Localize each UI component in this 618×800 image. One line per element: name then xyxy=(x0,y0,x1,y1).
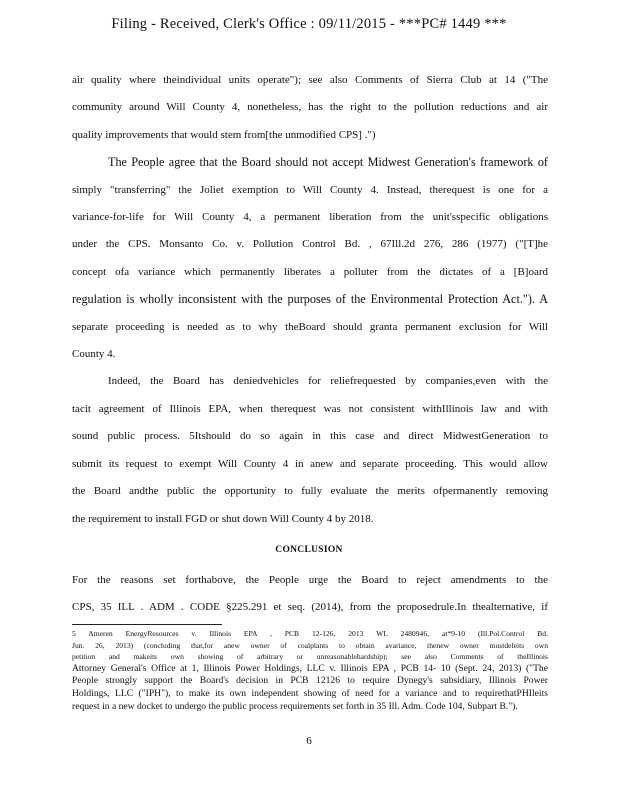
footnote-rule xyxy=(72,624,222,625)
body-text xyxy=(72,67,548,533)
body-line: under the CPS. Monsanto Co. v. Pollution Control Bd. , 67Ill.2d 276, 286 (1977) ("[T]he xyxy=(72,238,548,251)
footnote-line: request in a new docket to undergo the public process requirements set forth in 35 Ill. Adm. Code 104, Subpart B."). xyxy=(72,700,518,712)
footnote-line: People strongly support the Board's decision in PCB 12126 to require Dynegy's subsidiary, Illinois Power xyxy=(72,675,548,687)
filing-header: Filing - Received, Clerk's Office : 09/11/2015 - ***PC# 1449 *** xyxy=(111,16,507,32)
body-line: quality improvements that would stem from[the unmodified CPS] .") xyxy=(72,128,376,141)
conclusion-heading: CONCLUSION xyxy=(275,545,343,555)
conclusion-text xyxy=(72,567,548,622)
body-line: air quality where theindividual units operate"); see also Comments of Sierra Club at 14 ("The xyxy=(72,74,548,86)
footnote-line: Jun. 26, 2013) (concluding that,for anew owner of coalplants to obtain avariance, thenew owner mustdeleits own xyxy=(72,640,548,650)
footnote-line: Attorney General's Office at 1, Illinois Power Holdings, LLC v. Illinois EPA , PCB 14- 10 (Sept. 24, 2013) ("The xyxy=(72,662,548,674)
page-number: 6 xyxy=(306,735,312,747)
conclusion-line: For the reasons set forthabove, the People urge the Board to reject amendments to the xyxy=(72,574,548,586)
body-line: Indeed, the Board has deniedvehicles for reliefrequested by companies,even with the xyxy=(108,375,548,388)
body-line: simply "transferring" the Joliet exemption to Will County 4. Instead, therequest is one for a xyxy=(72,183,548,196)
footnote-line: 5 Ameren EnergyResources v. Illinois EPA , PCB 12-126, 2013 WL 2480946, at*9-10 (Ill.Pol.Control Bd. xyxy=(72,629,548,638)
body-line: submit its request to exempt Will County 4 in anew and separate proceeding. This would allow xyxy=(72,457,548,470)
footnote xyxy=(72,628,548,713)
body-line: the requirement to install FGD or shut down Will County 4 by 2018. xyxy=(72,512,374,525)
body-line: The People agree that the Board should not accept Midwest Generation's framework of xyxy=(108,155,548,170)
body-line: the Board andthe public the opportunity to fully evaluate the merits ofpermanently removing xyxy=(72,485,548,498)
body-line: community around Will County 4, nonetheless, has the right to the pollution reductions and air xyxy=(72,101,548,114)
body-line: separate proceeding is needed as to why theBoard should granta permanent exclusion for Will xyxy=(72,320,548,333)
footnote-line: petition and makeits own showing of arbitrary or unreasonablehardship); see also Comments of theIllinois xyxy=(72,652,548,662)
body-line: tacit agreement of Illinois EPA, when therequest was not consistent withIllinois law and with xyxy=(72,402,548,415)
body-line: regulation is wholly inconsistent with the purposes of the Environmental Protection Act."). A xyxy=(72,292,548,307)
footnote-line: Holdings, LLC ("IPH"), to make its own independent showing of need for a variance and to requirethatPHIleits xyxy=(72,687,548,699)
body-line: concept ofa variance which permanently liberates a polluter from the dictates of a [B]oard xyxy=(72,265,548,278)
body-line: sound public process. 5Itshould do so again in this case and direct MidwestGeneration to xyxy=(72,430,548,443)
body-line: County 4. xyxy=(72,348,116,361)
body-line: variance-for-life for Will County 4, a permanent liberation from the unit'sspecific obligations xyxy=(72,211,548,224)
conclusion-line: CPS, 35 ILL . ADM . CODE §225.291 et seq. (2014), from the proposedrule.In thealternative, if xyxy=(72,601,548,614)
